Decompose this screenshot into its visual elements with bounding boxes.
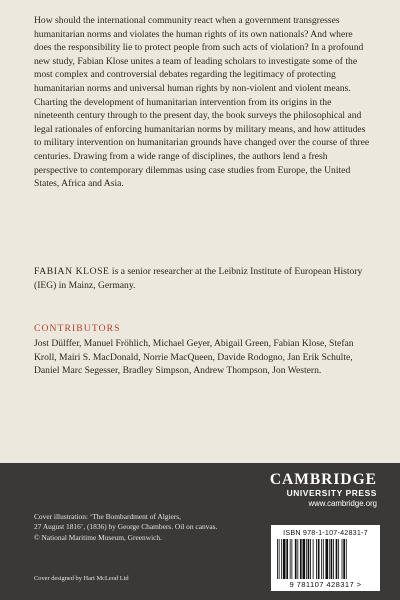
barcode-stripe — [295, 539, 297, 579]
barcode-stripe — [316, 539, 317, 579]
barcode-stripe — [277, 539, 278, 579]
barcode-stripe — [318, 539, 320, 579]
barcode-stripe — [310, 539, 311, 579]
barcode-stripe — [346, 539, 347, 579]
isbn-number: ISBN 978-1-107-42831-7 — [283, 528, 368, 537]
barcode-stripe — [338, 539, 339, 579]
back-cover-footer — [0, 463, 400, 600]
barcode-stripe — [279, 539, 280, 579]
barcode-digits: 9 781107 428317 > — [289, 580, 362, 589]
barcode — [271, 525, 380, 591]
contributors-heading: CONTRIBUTORS — [34, 323, 121, 334]
cover-credit-line-2: 27 August 1816’, (1836) by George Chambers. Oil on canvas. — [34, 522, 218, 532]
barcode-stripe — [286, 539, 288, 579]
barcode-stripe — [313, 539, 314, 579]
cover-credit-line-1: Cover illustration: ‘The Bombardment of Algiers, — [34, 512, 181, 521]
barcode-stripe — [342, 539, 343, 579]
author-bio-text: is a senior researcher at the Leibniz Institute of European History (IEG) in Mainz, Germany. — [34, 266, 363, 291]
cover-credit-line-3: © National Maritime Museum, Greenwich. — [34, 532, 162, 542]
publisher-url: www.cambridge.org — [308, 499, 377, 508]
barcode-stripe — [281, 539, 282, 579]
barcode-stripe — [323, 539, 324, 579]
barcode-stripe — [321, 539, 322, 579]
barcode-stripe — [325, 539, 328, 579]
barcode-stripe — [308, 539, 310, 579]
book-blurb: How should the international community react when a government transgresses humanitarian norms and violates the human rights of its own nationals? And where does the responsibility lie to protect people from such acts of violation? In a profound new study, Fabian Klose unites a team of leading scholars to investigate some of the most complex and controversial debates regarding the legitimacy of protecting humanitarian norms and universal human rights by non-violent and violent means. Charting the development of humanitarian intervention from its origins in the nineteenth century through to the present day, the book surveys the philosophical and legal rationales of enforcing humanitarian norms by military means, and how attitudes to military intervention on humanitarian grounds have changed over the course of three centuries. Drawing from a wide range of disciplines, the authors lend a fresh perspective to contemporary dilemmas using case studies from Europe, the United States, Africa and Asia. — [34, 15, 370, 190]
cover-illustration-credit — [34, 512, 264, 543]
publisher-logo — [259, 472, 377, 509]
barcode-stripe — [331, 539, 333, 579]
barcode-stripe — [291, 539, 292, 579]
barcode-stripe — [343, 539, 345, 579]
barcode-stripe — [297, 539, 298, 579]
author-bio — [34, 265, 372, 292]
barcode-bars — [277, 539, 374, 579]
cover-designer-credit: Cover designed by Hart McLeod Ltd — [34, 575, 129, 582]
publisher-press: UNIVERSITY PRESS — [286, 488, 377, 498]
barcode-stripe — [333, 539, 334, 579]
barcode-stripe — [290, 539, 291, 579]
barcode-stripe — [283, 539, 286, 579]
barcode-stripe — [303, 539, 306, 579]
publisher-name: CAMBRIDGE — [269, 471, 377, 488]
author-name: FABIAN KLOSE — [34, 266, 110, 277]
contributors-list: Jost Dülffer, Manuel Fröhlich, Michael Geyer, Abigail Green, Fabian Klose, Stefan Kroll, Mairi S. MacDonald, Norrie MacQueen, Davide Rodogno, Jan Erik Schulte, Daniel Marc Segesser, Bradley Simpson, Andrew Thompson, Jon Western. — [34, 338, 354, 377]
barcode-stripe — [336, 539, 338, 579]
barcode-stripe — [300, 539, 302, 579]
barcode-stripe — [329, 539, 330, 579]
barcode-stripe — [306, 539, 307, 579]
